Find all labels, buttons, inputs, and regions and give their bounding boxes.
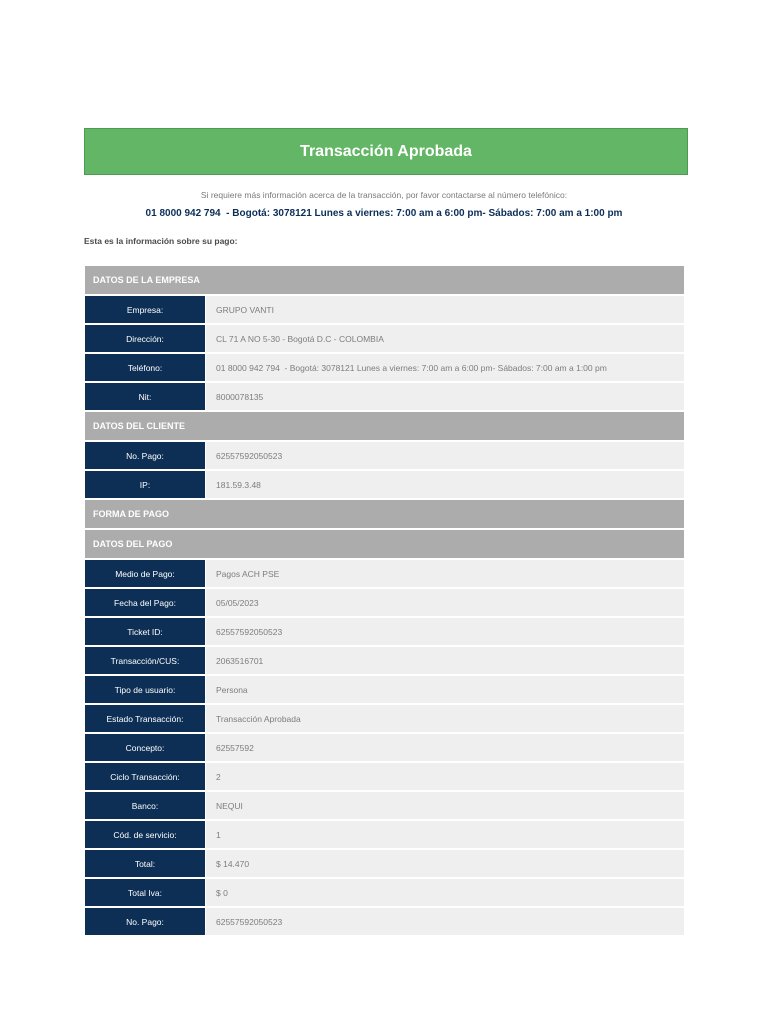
row-value: Pagos ACH PSE bbox=[206, 560, 684, 587]
row-label: Tipo de usuario: bbox=[85, 676, 205, 703]
status-title: Transacción Aprobada bbox=[300, 142, 472, 160]
table-row bbox=[85, 589, 684, 616]
row-label: Concepto: bbox=[85, 734, 205, 761]
table-row bbox=[85, 734, 684, 761]
table-row bbox=[85, 792, 684, 819]
row-value: $ 0 bbox=[206, 879, 684, 906]
table-row bbox=[85, 383, 684, 410]
row-label: Ciclo Transacción: bbox=[85, 763, 205, 790]
table-row bbox=[85, 618, 684, 645]
row-label: Ticket ID: bbox=[85, 618, 205, 645]
row-value: CL 71 A NO 5-30 - Bogotá D.C - COLOMBIA bbox=[206, 325, 684, 352]
table-row bbox=[85, 850, 684, 877]
row-value: 1 bbox=[206, 821, 684, 848]
row-value: NEQUI bbox=[206, 792, 684, 819]
row-value: 01 8000 942 794 - Bogotá: 3078121 Lunes a viernes: 7:00 am a 6:00 pm- Sábados: 7:00 am a 1:00 pm bbox=[206, 354, 684, 381]
payment-intro-text: Esta es la información sobre su pago: bbox=[84, 236, 238, 246]
section-header-forma-pago: FORMA DE PAGO bbox=[85, 500, 684, 528]
table-row bbox=[85, 560, 684, 587]
contact-phone-text: 01 8000 942 794 - Bogotá: 3078121 Lunes a viernes: 7:00 am a 6:00 pm- Sábados: 7:00 am a 1:00 pm bbox=[145, 208, 623, 219]
table-row bbox=[85, 442, 684, 469]
row-label: Total: bbox=[85, 850, 205, 877]
section-header-datos-pago: DATOS DEL PAGO bbox=[85, 530, 684, 558]
row-value: GRUPO VANTI bbox=[206, 296, 684, 323]
row-value: Persona bbox=[206, 676, 684, 703]
row-value: 62557592050523 bbox=[206, 618, 684, 645]
section-header-empresa: DATOS DE LA EMPRESA bbox=[85, 266, 684, 294]
row-label: Teléfono: bbox=[85, 354, 205, 381]
row-value: 62557592 bbox=[206, 734, 684, 761]
row-value: Transacción Aprobada bbox=[206, 705, 684, 732]
table-row bbox=[85, 354, 684, 381]
table-row bbox=[85, 296, 684, 323]
row-label: Empresa: bbox=[85, 296, 205, 323]
row-value: 2063516701 bbox=[206, 647, 684, 674]
row-label: IP: bbox=[85, 471, 205, 498]
table-row bbox=[85, 908, 684, 935]
table-row bbox=[85, 879, 684, 906]
payment-details-table bbox=[85, 266, 684, 937]
row-label: Dirección: bbox=[85, 325, 205, 352]
row-label: Estado Transacción: bbox=[85, 705, 205, 732]
table-row bbox=[85, 763, 684, 790]
row-value: 181.59.3.48 bbox=[206, 471, 684, 498]
row-label: Fecha del Pago: bbox=[85, 589, 205, 616]
row-value: $ 14.470 bbox=[206, 850, 684, 877]
row-label: Transacción/CUS: bbox=[85, 647, 205, 674]
table-row bbox=[85, 676, 684, 703]
row-label: No. Pago: bbox=[85, 908, 205, 935]
row-value: 2 bbox=[206, 763, 684, 790]
row-value: 8000078135 bbox=[206, 383, 684, 410]
contact-info-text: Si requiere más información acerca de la transacción, por favor contactarse al número telefónico: bbox=[200, 190, 568, 200]
row-label: Banco: bbox=[85, 792, 205, 819]
table-row bbox=[85, 821, 684, 848]
row-label: No. Pago: bbox=[85, 442, 205, 469]
row-label: Total Iva: bbox=[85, 879, 205, 906]
row-value: 62557592050523 bbox=[206, 908, 684, 935]
table-row bbox=[85, 325, 684, 352]
row-value: 62557592050523 bbox=[206, 442, 684, 469]
table-row bbox=[85, 647, 684, 674]
row-value: 05/05/2023 bbox=[206, 589, 684, 616]
status-banner bbox=[84, 128, 688, 175]
row-label: Cód. de servicio: bbox=[85, 821, 205, 848]
section-header-cliente: DATOS DEL CLIENTE bbox=[85, 412, 684, 440]
row-label: Medio de Pago: bbox=[85, 560, 205, 587]
row-label: Nit: bbox=[85, 383, 205, 410]
table-row bbox=[85, 471, 684, 498]
table-row bbox=[85, 705, 684, 732]
